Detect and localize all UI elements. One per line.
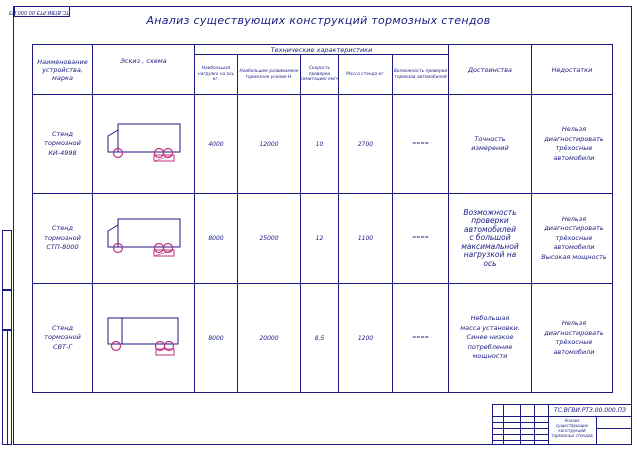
disadvantages-cell: Нельзя диагностировать трёхосные автомобили: [532, 95, 613, 194]
brake-force-value: 20000: [238, 284, 301, 393]
subheader-brake-force: Наибольшее развиваемое тормозное усилие Н.: [238, 55, 301, 95]
subheader-speed: Скорость проверки (имитации) км/ч: [301, 55, 339, 95]
table-row: [33, 194, 613, 284]
axle-load-value: 8000: [195, 284, 238, 393]
stand-name: Стенд тормозной КИ-4998: [33, 95, 93, 194]
stand-name: Стенд тормозной СТП-8000: [33, 194, 93, 284]
corner-stamp: ТС.ВГВИ.РТЗ.00.000.ПЗ: [14, 6, 70, 17]
truck-sketch: [93, 194, 195, 284]
brake-force-value: 12000: [238, 95, 301, 194]
advantages-cell: Точность измерений: [449, 95, 532, 194]
capability-value: ====: [393, 284, 449, 393]
speed-value: 12: [301, 194, 339, 284]
subheader-capability: Возможность проверки тормозов автомобилей: [393, 55, 449, 95]
mass-value: 2700: [339, 95, 393, 194]
truck-sketch: [93, 284, 195, 393]
subheader-axle-load: Наибольшая нагрузка на ось кг.: [195, 55, 238, 95]
axle-load-value: 4000: [195, 95, 238, 194]
mass-value: 1100: [339, 194, 393, 284]
truck-sketch-icon: [104, 215, 184, 259]
header-sketch: Эскиз , схема: [93, 45, 195, 95]
page-title: Анализ существующих конструкций тормозных стендов: [146, 14, 491, 27]
advantages-cell: Небольшая масса установки. Синее низкое потребление мощности: [449, 284, 532, 393]
subheader-mass: Масса стенда кг.: [339, 55, 393, 95]
disadvantages-cell: Нельзя диагностировать трёхосные автомобили: [532, 284, 613, 393]
header-disadvantages: Недостатки: [532, 45, 613, 95]
brake-force-value: 25000: [238, 194, 301, 284]
header-row: [33, 45, 613, 55]
margin-strip: [2, 290, 12, 330]
comparison-table: [32, 44, 613, 393]
mass-value: 1200: [339, 284, 393, 393]
header-tech: Технические характеристики: [195, 45, 449, 55]
disadvantages-cell: Нельзя диагностировать трёхосные автомобили Высокая мощность: [532, 194, 613, 284]
speed-value: 8,5: [301, 284, 339, 393]
capability-value: ====: [393, 194, 449, 284]
advantages-cell: Возможность проверки автомобилей с большой максимальной нагрузкой на ось: [449, 194, 532, 284]
margin-strip: [2, 230, 12, 290]
header-name: Наименование устройства, марка: [33, 45, 93, 95]
stand-name: Стенд тормозной СВТ-Г: [33, 284, 93, 393]
truck-sketch-icon: [104, 120, 184, 164]
title-block-name: Анализ существующих конструкций тормозных стендов: [551, 418, 593, 438]
axle-load-value: 8000: [195, 194, 238, 284]
truck-sketch-icon: [104, 314, 184, 358]
title-block-code: ТС.ВГВИ.РТЗ.00.000.ПЗ: [553, 407, 627, 414]
truck-sketch: [93, 95, 195, 194]
margin-divider: [7, 330, 8, 445]
table-row: [33, 284, 613, 393]
capability-value: ====: [393, 95, 449, 194]
speed-value: 10: [301, 95, 339, 194]
header-advantages: Достоинства: [449, 45, 532, 95]
table-row: [33, 95, 613, 194]
